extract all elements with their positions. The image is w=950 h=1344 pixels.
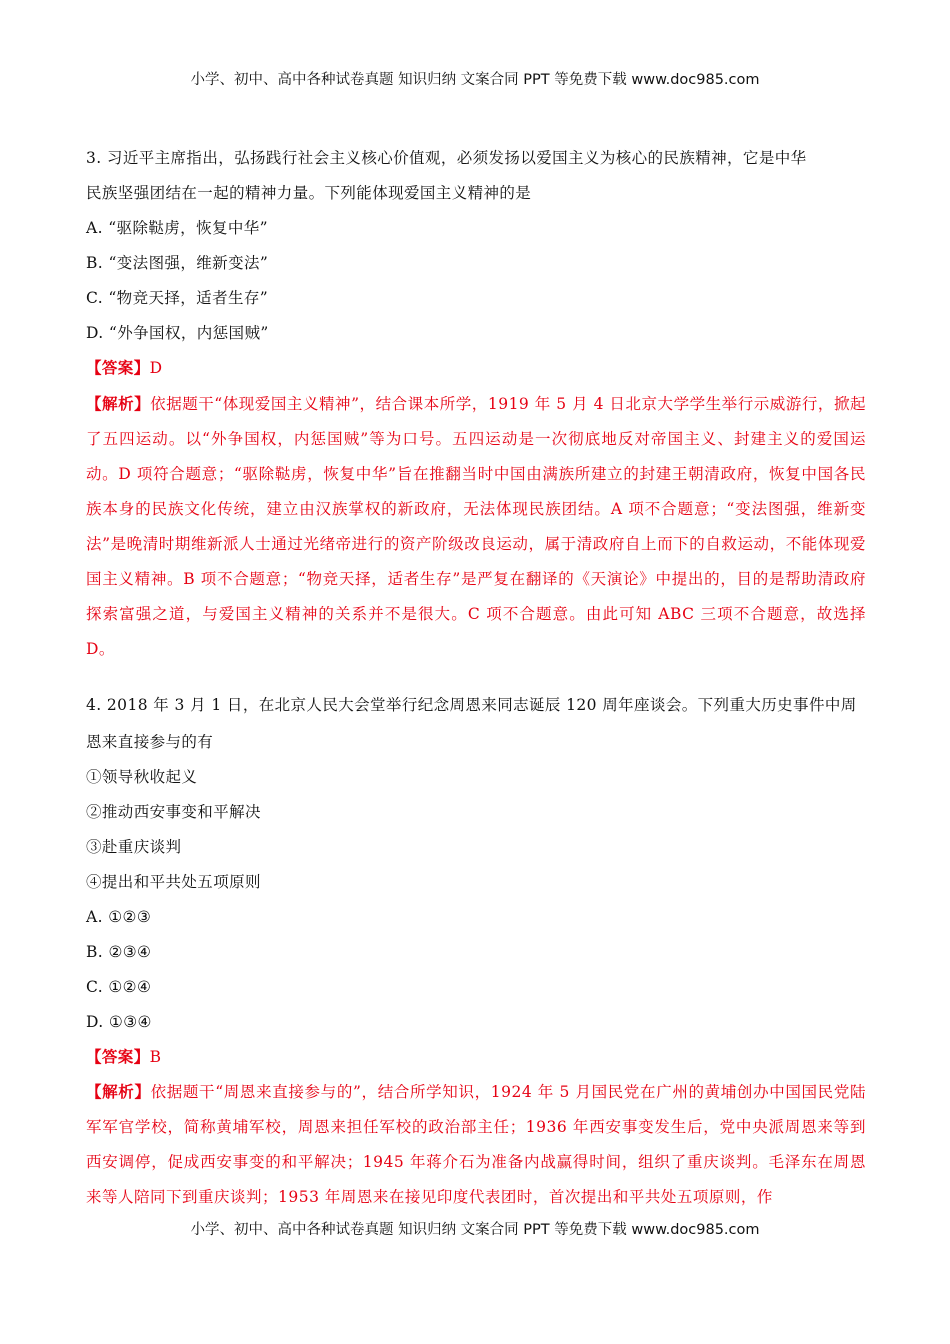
q3-analysis-text: 依据题干“体现爱国主义精神”，结合课本所学，1919 年 5 月 4 日北京大学学生举行示威游行，掀起了五四运动。以“外争国权，内惩国贼”等为口号。五四运动是一次彻底地反对帝国主义、封建主义的爱国运动。D 项符合题意；“驱除鞑虏，恢复中华”旨在推翻当时中国由满族所建立的封建王朝清政府，恢复中国各民族本身的民族文化传统，建立由汉族掌权的新政府，无法体现民族团结。A 项不合题意；“变法图强，维新变法”是晚清时期维新派人士通过光绪帝进行的资产阶级改良运动，属于清政府自上而下的自救运动，不能体现爱国主义精神。B 项不合题意；“物竞天择，适者生存”是严复在翻译的《天演论》中提出的，目的是帮助清政府探索富强之道，与爱国主义精神的关系并不是很大。C 项不合题意。由此可知 ABC 三项不合题意，故选择 D。	[86, 395, 866, 658]
q4-analysis-text: 依据题干“周恩来直接参与的”，结合所学知识，1924 年 5 月国民党在广州的黄埔创办中国国民党陆军军官学校，简称黄埔军校，周恩来担任军校的政治部主任；1936 年西安事变发生后，党中央派周恩来等到西安调停，促成西安事变的和平解决；1945 年蒋介石为准备内战赢得时间，组织了重庆谈判。毛泽东在周恩来等人陪同下到重庆谈判；1953 年周恩来在接见印度代表团时，首次提出和平共处五项原则，作	[86, 1083, 866, 1206]
q3-option-b: B. “变法图强，维新变法”	[86, 254, 269, 272]
page-footer: 小学、初中、高中各种试卷真题 知识归纳 文案合同 PPT 等免费下载 www.doc985.com	[190, 1222, 760, 1238]
q4-stem-line-2: 恩来直接参与的有	[86, 733, 214, 751]
q3-answer	[86, 358, 162, 378]
q3-option-a: A. “驱除鞑虏，恢复中华”	[86, 219, 268, 237]
q4-answer-label: 【答案】	[86, 1047, 150, 1066]
q4-item-3: ③赴重庆谈判	[86, 838, 182, 856]
page-header: 小学、初中、高中各种试卷真题 知识归纳 文案合同 PPT 等免费下载 www.doc985.com	[190, 72, 760, 88]
q3-option-c: C. “物竞天择，适者生存”	[86, 289, 269, 307]
q4-option-b: B. ②③④	[86, 943, 152, 961]
q4-answer	[86, 1047, 161, 1067]
q3-analysis	[86, 386, 866, 667]
q4-item-2: ②推动西安事变和平解决	[86, 803, 261, 821]
q4-answer-value: B	[149, 1048, 162, 1066]
q3-answer-value: D	[149, 359, 163, 377]
q4-item-1: ①领导秋收起义	[86, 768, 198, 786]
q4-analysis-label: 【解析】	[86, 1082, 151, 1101]
q4-option-a: A. ①②③	[86, 908, 152, 926]
q3-analysis-label: 【解析】	[86, 394, 151, 413]
q4-stem-line-1: 4. 2018 年 3 月 1 日，在北京人民大会堂举行纪念周恩来同志诞辰 120 周年座谈会。下列重大历史事件中周	[86, 696, 857, 714]
q4-option-c: C. ①②④	[86, 978, 152, 996]
q3-stem-line-2: 民族坚强团结在一起的精神力量。下列能体现爱国主义精神的是	[86, 184, 532, 202]
q3-stem-line-1: 3. 习近平主席指出，弘扬践行社会主义核心价值观，必须发扬以爱国主义为核心的民族精神，它是中华	[86, 149, 807, 167]
q4-item-4: ④提出和平共处五项原则	[86, 873, 261, 891]
q4-option-d: D. ①③④	[86, 1013, 152, 1031]
q3-answer-label: 【答案】	[86, 358, 150, 377]
q3-option-d: D. “外争国权，内惩国贼”	[86, 324, 269, 342]
q4-analysis	[86, 1074, 866, 1215]
